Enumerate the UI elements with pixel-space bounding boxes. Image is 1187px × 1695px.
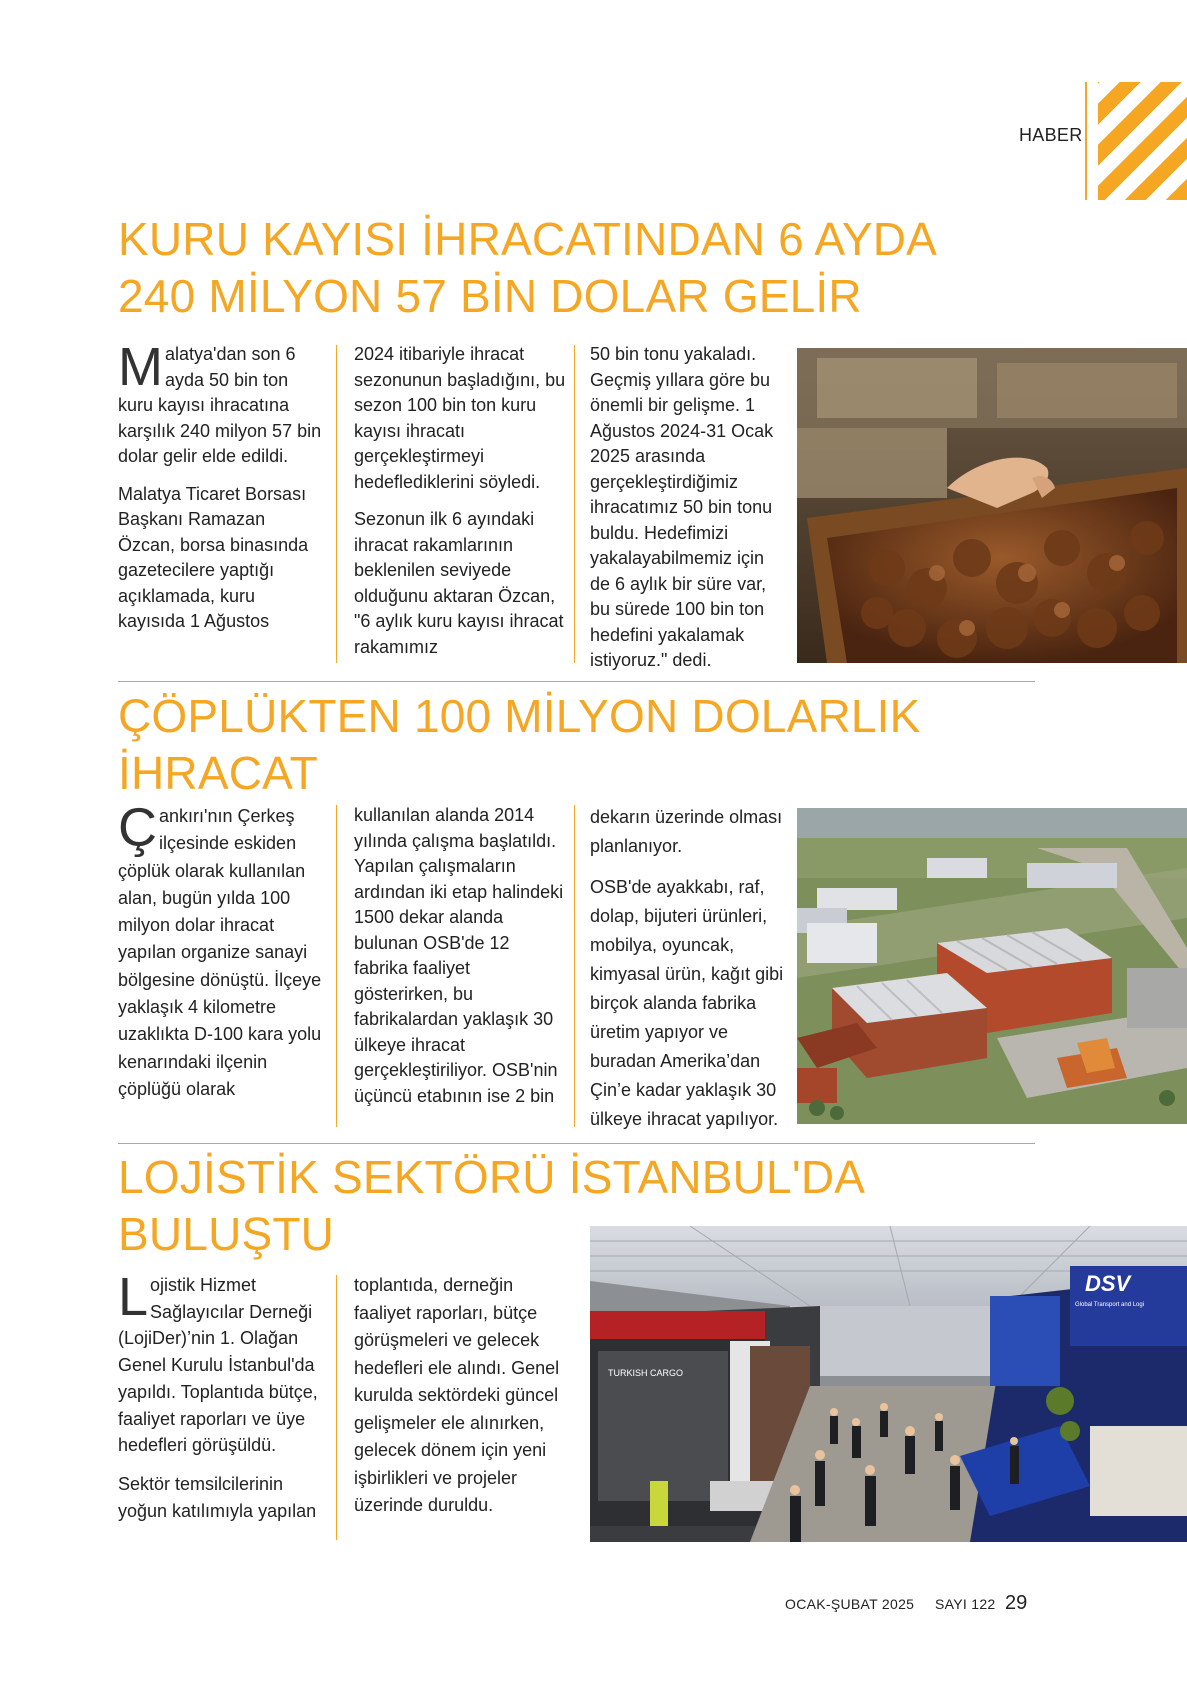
decorative-stripes: [1098, 82, 1187, 200]
section-label: HABER: [1019, 125, 1083, 145]
column-rule: [574, 805, 575, 1127]
article-2-column-3: [590, 803, 797, 1146]
turkish-cargo-text: TURKISH CARGO: [608, 1368, 684, 1378]
drop-cap: L: [118, 1267, 149, 1327]
article-2-title: [118, 688, 921, 802]
article-2-column-1: [118, 798, 330, 1115]
drop-cap: M: [118, 337, 163, 397]
paragraph: Sektör temsilcilerinin yoğun katılımıyla yapılan: [118, 1473, 317, 1521]
paragraph: toplantıda, derneğin faaliyet raporları, bütçe görüşmeleri ve gelecek hedefleri ele alındı. Genel kurulda sektördeki güncel gelişmeler ele alınırken, gelecek dönem için yeni işbirlikleri ve projeler üzerinde duruldu.: [354, 1275, 560, 1515]
paragraph: Sezonun ilk 6 ayındaki ihracat rakamlarının beklenilen seviyede olduğunu aktaran Özcan, "6 aylık kuru kayısı ihracat rakamımız: [354, 509, 564, 657]
dried-apricots-photo: [797, 348, 1187, 663]
article-2-column-2: [354, 803, 566, 1121]
paragraph: alatya'dan son 6 ayda 50 bin ton kuru kayısı ihracatına karşılık 240 milyon 57 bin dolar gelir elde edildi.: [118, 344, 322, 466]
article-separator: [118, 1143, 1035, 1144]
industrial-zone-photo: [797, 808, 1187, 1124]
paragraph: 2024 itibariyle ihracat sezonunun başladığını, bu sezon 100 bin ton kuru kayısı ihracatı gerçekleştirmeyi hedeflediklerini söyledi.: [354, 344, 566, 492]
paragraph: ojistik Hizmet Sağlayıcılar Derneği (LojiDer)’nin 1. Olağan Genel Kurulu İstanbul'da yapıldı. Toplantıda bütçe, faaliyet raporları ve üye hedefleri görüşüldü.: [118, 1275, 318, 1456]
column-rule: [336, 805, 337, 1127]
paragraph: dekarın üzerinde olması planlanıyor.: [590, 807, 783, 856]
article-3-title-line-2: BULUŞTU: [118, 1208, 335, 1260]
paragraph: 50 bin tonu yakaladı. Geçmiş yıllara göre bu önemli bir gelişme. 1 Ağustos 2024-31 Ocak 2025 arasında gerçekleştirdiğimiz ihracatımız 50 bin tonu buldu. Hedefimizi yakalayabilmemiz için de 6 aylık bir süre var, bu sürede 100 bin ton hedefini yakalamak istiyoruz." dedi.: [590, 344, 774, 670]
page-number: 29: [1005, 1592, 1028, 1614]
article-1-column-2: [354, 342, 568, 672]
issue-number: SAYI 122: [935, 1596, 996, 1612]
article-1-title: [118, 211, 937, 325]
issue-date: OCAK-ŞUBAT 2025: [785, 1596, 915, 1612]
article-1-title-line-1: KURU KAYISI İHRACATINDAN 6 AYDA: [118, 213, 938, 265]
logistics-fair-photo: [590, 1226, 1187, 1542]
section-divider: [1085, 82, 1087, 200]
paragraph: kullanılan alanda 2014 yılında çalışma başlatıldı. Yapılan çalışmaların ardından iki etap halindeki 1500 dekar alanda bulunan OSB'de 12 fabrika faaliyet gösterirken, bu fabrikalardan yaklaşık 30 ülkeye ihracat gerçekleştiriliyor. OSB'nin üçüncü etabının ise 2 bin: [354, 805, 564, 1106]
article-2-title-line-1: ÇÖPLÜKTEN 100 MİLYON DOLARLIK: [118, 690, 921, 742]
article-separator: [118, 681, 1035, 682]
dsv-subtitle-text: Global Transport and Logi: [1075, 1302, 1145, 1308]
article-3-title-line-1: LOJİSTİK SEKTÖRÜ İSTANBUL'DA: [118, 1151, 866, 1203]
paragraph: Malatya Ticaret Borsası Başkanı Ramazan Özcan, borsa binasında gazetecilere yaptığı açıklamada, kuru kayısıda 1 Ağustos: [118, 483, 309, 631]
paragraph: ankırı'nın Çerkeş ilçesinde eskiden çöplük olarak kullanılan alan, bugün yılda 100 milyon dolar ihracat yapılan organize sanayi bölgesine dönüştü. İlçeye yaklaşık 4 kilometre uzaklıkta D-100 kara yolu kenarındaki ilçenin çöplüğü olarak: [118, 806, 322, 1099]
article-1-column-3: [590, 342, 788, 686]
paragraph: OSB'de ayakkabı, raf, dolap, bijuteri ürünleri, mobilya, oyuncak, kimyasal ürün, kağıt gibi birçok alanda fabrika üretim yapıyor ve buradan Amerika’dan Çin’e kadar yaklaşık 30 ülkeye ihracat yapılıyor.: [590, 877, 784, 1129]
dsv-logo-text: DSV: [1085, 1271, 1131, 1296]
article-2-title-line-2: İHRACAT: [118, 747, 318, 799]
drop-cap: Ç: [118, 798, 157, 858]
article-3-column-2: [354, 1272, 569, 1532]
article-3-column-1: [118, 1267, 330, 1536]
article-1-column-1: [118, 337, 326, 647]
article-1-title-line-2: 240 MİLYON 57 BİN DOLAR GELİR: [118, 270, 862, 322]
column-rule: [336, 1275, 337, 1540]
column-rule: [336, 345, 337, 663]
column-rule: [574, 345, 575, 663]
